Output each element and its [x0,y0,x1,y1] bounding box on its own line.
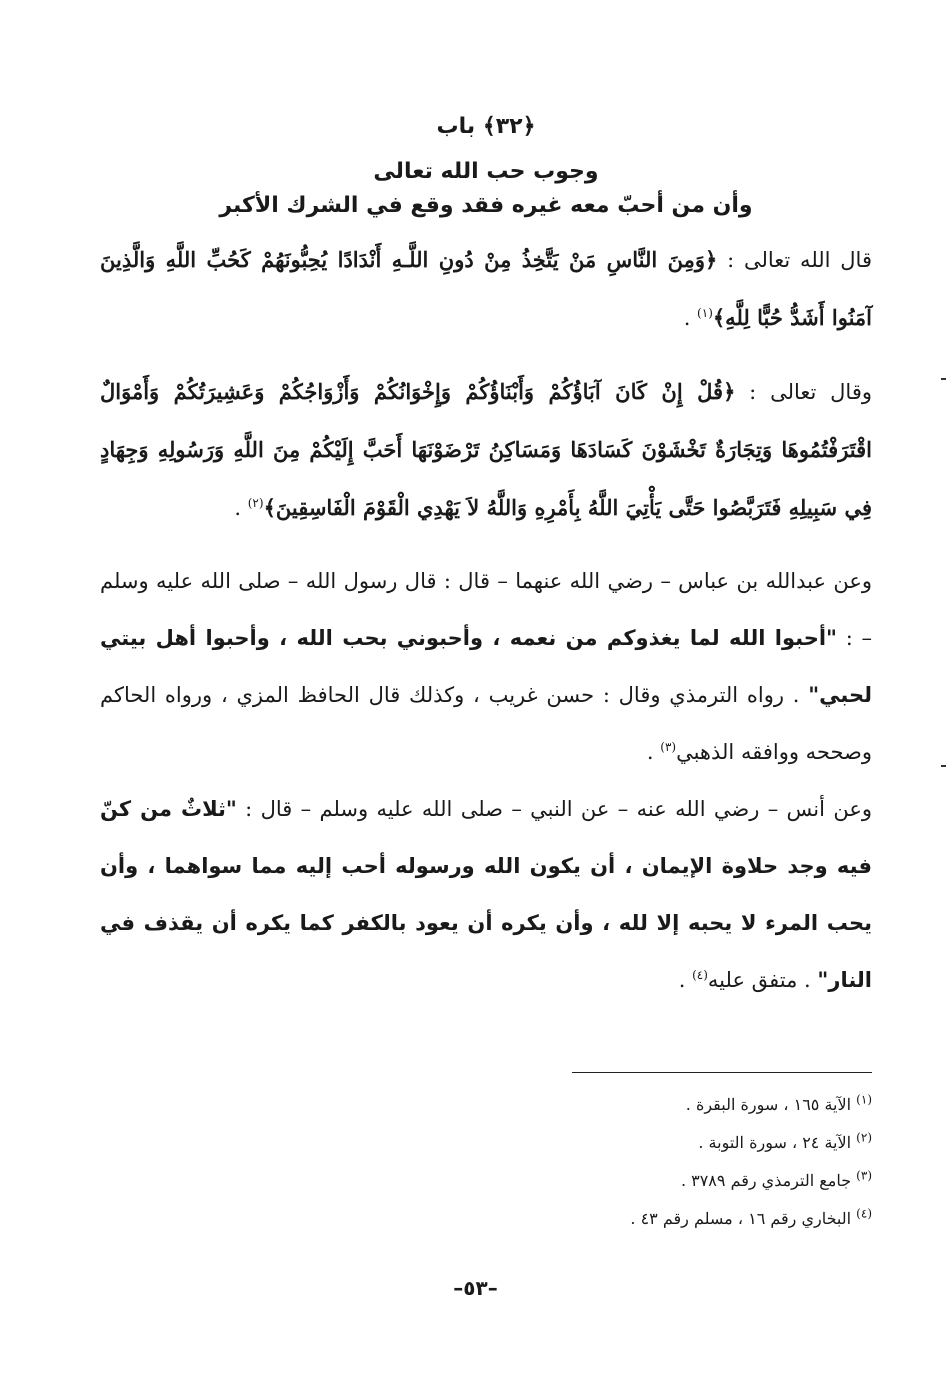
hadith-quote: "أحبوا الله لما يغذوكم من نعمه ، وأحبوني بحب الله ، وأحبوا أهل بيتي لحبي" [100,626,872,707]
hadith-source: . رواه الترمذي وقال : حسن غريب ، وكذلك قال الحافظ المزي ، ورواه الحاكم وصححه ووافقه الذهبي [100,683,872,764]
hadith-intro: وعن أنس – رضي الله عنه – عن النبي – صلى الله عليه وسلم – قال : [236,797,872,821]
footnote-text: البخاري رقم ١٦ ، مسلم رقم ٤٣ . [630,1209,857,1228]
footnote-2 [172,1124,872,1162]
hadith-source: . متفق عليه [707,968,818,992]
footnote-1 [172,1086,872,1124]
hadith-quote: "ثلاثٌ من كنّ فيه وجد حلاوة الإيمان ، أن يكون الله ورسوله أحب إليه مما سواهما ، وأن يحب المرء لا يحبه إلا لله ، وأن يكره أن يعود بالكفر كما يكره أن يقذف في النار" [100,797,872,992]
page-body [100,100,872,1009]
chapter-title-line-2: وأن من أحبّ معه غيره فقد وقع في الشرك الأكبر [219,193,753,218]
footnote-divider [572,1072,872,1073]
quran-quote: ﴿قُلْ إِنْ كَانَ آبَاؤُكُمْ وَأَبْنَاؤُكُمْ وَإِخْوَانُكُمْ وَأَزْوَاجُكُمْ وَعَشِيرَتُكُمْ وَأَمْوَالٌ اقْتَرَفْتُمُوهَا وَتِجَارَةٌ تَخْشَوْنَ كَسَادَهَا وَمَسَاكِنُ تَرْضَوْنَهَا أَحَبَّ إِلَيْكُمْ مِنَ اللَّهِ وَرَسُولِهِ وَجِهَادٍ فِي سَبِيلِهِ فَتَرَبَّصُوا حَتَّى يَأْتِيَ اللَّهُ بِأَمْرِهِ وَاللَّهُ لاَ يَهْدِي الْقَوْمَ الْفَاسِقِينَ﴾ [100,379,872,520]
verse-intro: قال الله تعالى : [717,248,872,272]
paragraph-hadith-1 [100,553,872,781]
paragraph-verse-2 [100,363,872,537]
page-number: –٥٣– [453,1276,498,1300]
footnote-ref: (٤) [692,968,708,982]
chapter-title [100,155,872,223]
footnotes [172,1086,872,1238]
paragraph-hadith-2 [100,781,872,1009]
chapter-heading: ﴿٣٢﴾ باب [436,114,536,139]
footnote-ref: (٣) [660,740,677,754]
footnote-ref: (١) [697,306,713,320]
quran-quote: ﴿وَمِنَ النَّاسِ مَنْ يَتَّخِذُ مِنْ دُونِ اللَّـهِ أَنْدَادًا يُحِبُّونَهُمْ كَحُبِّ اللَّهِ وَالَّذِينَ آمَنُوا أَشَدُّ حُبًّا لِلَّهِ﴾ [100,247,872,330]
paragraph-end: . [646,740,661,764]
chapter-title-line-1: وجوب حب الله تعالى [373,159,599,184]
footnote-ref: (٢) [247,496,264,510]
footnote-number: (٤) [856,1206,872,1221]
paragraph-end: . [234,496,248,520]
footnote-text: الآية ٢٤ ، سورة التوبة . [698,1133,857,1152]
paragraph-verse-1 [100,231,872,347]
footnote-3 [172,1162,872,1200]
footnote-number: (١) [856,1092,872,1107]
paragraph-end: . [678,968,693,992]
footnote-number: (٣) [856,1168,872,1183]
scan-speck [941,378,946,380]
paragraph-end: . [683,306,698,330]
verse-intro: وقال تعالى : [735,380,872,404]
footnote-text: جامع الترمذي رقم ٣٧٨٩ . [680,1171,857,1190]
hadith-intro: وعن عبدالله بن عباس – رضي الله عنهما – قال : قال رسول الله – صلى الله عليه وسلم – : [100,569,872,650]
footnote-number: (٢) [856,1130,872,1145]
scan-speck [941,765,946,767]
footnote-text: الآية ١٦٥ ، سورة البقرة . [685,1095,857,1114]
footnote-4 [172,1200,872,1238]
